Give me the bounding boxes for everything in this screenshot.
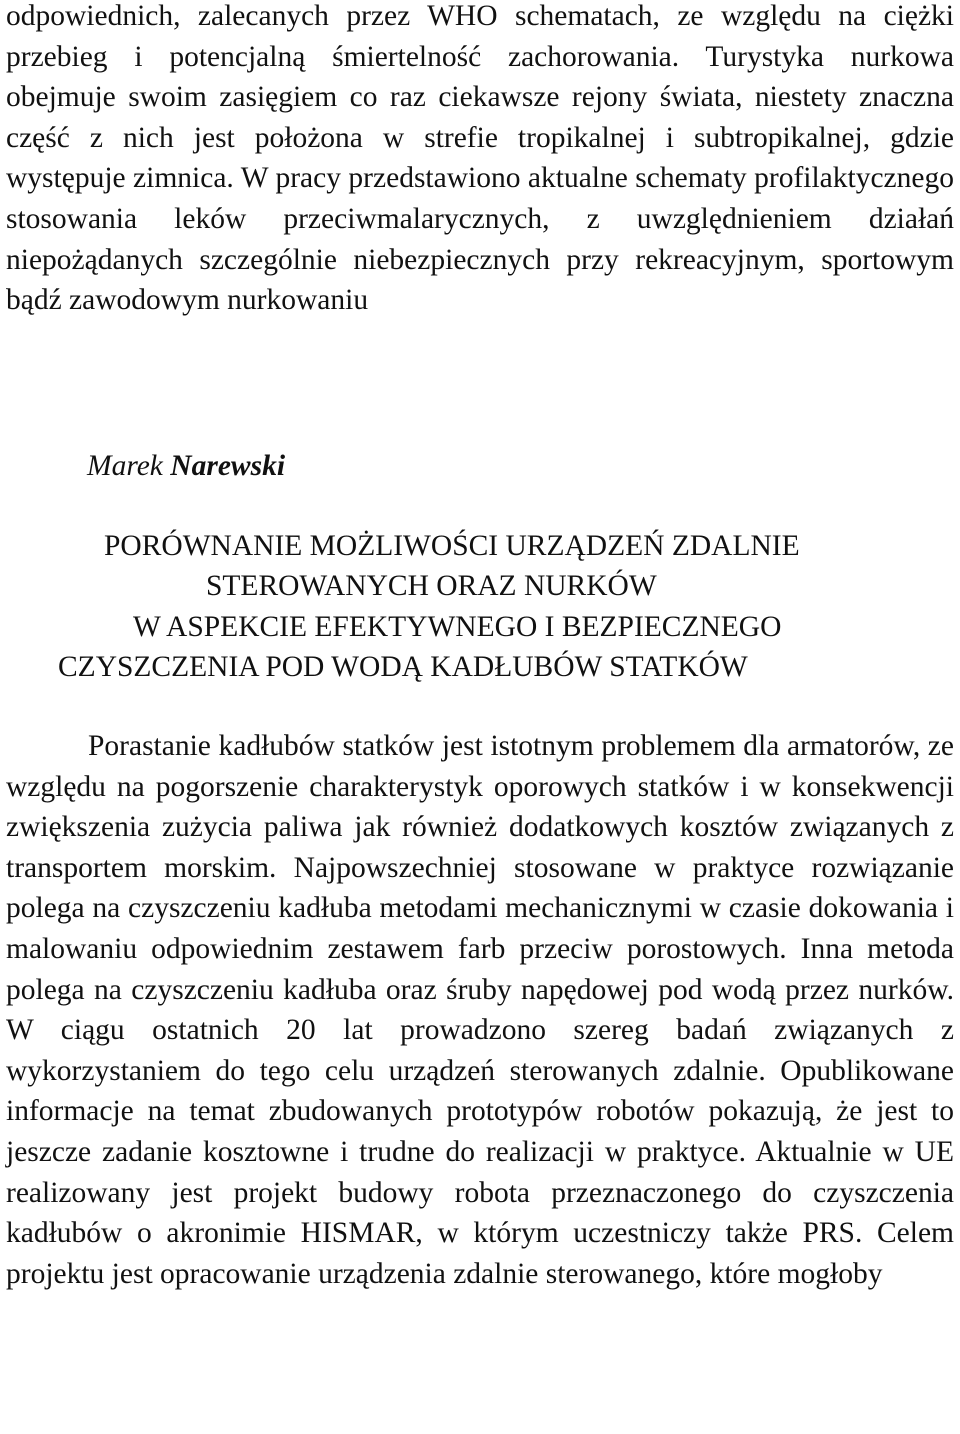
author-surname: Narewski [170,450,286,482]
author-first-name: Marek [87,450,163,482]
title-line: STEROWANYCH ORAZ NURKÓW [206,570,657,602]
title-line: W ASPEKCIE EFEKTYWNEGO I BEZPIECZNEGO [133,611,782,643]
author-name [87,444,285,488]
title-line: PORÓWNANIE MOŻLIWOŚCI URZĄDZEŃ ZDALNIE [104,530,800,562]
title-line: CZYSZCZENIA POD WODĄ KADŁUBÓW STATKÓW [58,651,748,683]
abstract-paragraph: Porastanie kadłubów statków jest istotnym problemem dla armatorów, ze względu na pogorszenie charakterystyk oporowych statków i w konsekwencji zwiększenia zużycia paliwa jak również dodatkowych kosztów związanych z transportem morskim. Najpowszechniej stosowane w praktyce rozwiązanie polega na czyszczeniu kadłuba metodami mechanicznymi w czasie dokowania i malowaniu odpowiednim zestawem farb przeciw porostowych. Inna metoda polega na czyszczeniu kadłuba oraz śruby napędowej pod wodą przez nurków. W ciągu ostatnich 20 lat prowadzono szereg badań związanych z wykorzystaniem do tego celu urządzeń sterowanych zdalnie. Opublikowane informacje na temat zbudowanych prototypów robotów pokazują, że jest to jeszcze zadanie kosztowne i trudne do realizacji w praktyce. Aktualnie w UE realizowany jest projekt budowy robota przeznaczonego do czyszczenia kadłubów o akronimie HISMAR, w którym uczestniczy także PRS. Celem projektu jest opracowanie urządzenia zdalnie sterowanego, które mogłoby [6,730,954,1290]
intro-paragraph: odpowiednich, zalecanych przez WHO schematach, ze względu na ciężki przebieg i potencjalną śmiertelność zachorowania. Turystyka nurkowa obejmuje swoim zasięgiem co raz ciekawsze rejony świata, niestety znaczna część z nich jest położona w strefie tropikalnej i subtropikalnej, gdzie występuje zimnica. W pracy przedstawiono aktualne schematy profilaktycznego stosowania leków przeciwmalarycznych, z uwzględnieniem działań niepożądanych szczególnie niebezpiecznych przy rekreacyjnym, sportowym bądź zawodowym nurkowaniu [6,0,954,317]
